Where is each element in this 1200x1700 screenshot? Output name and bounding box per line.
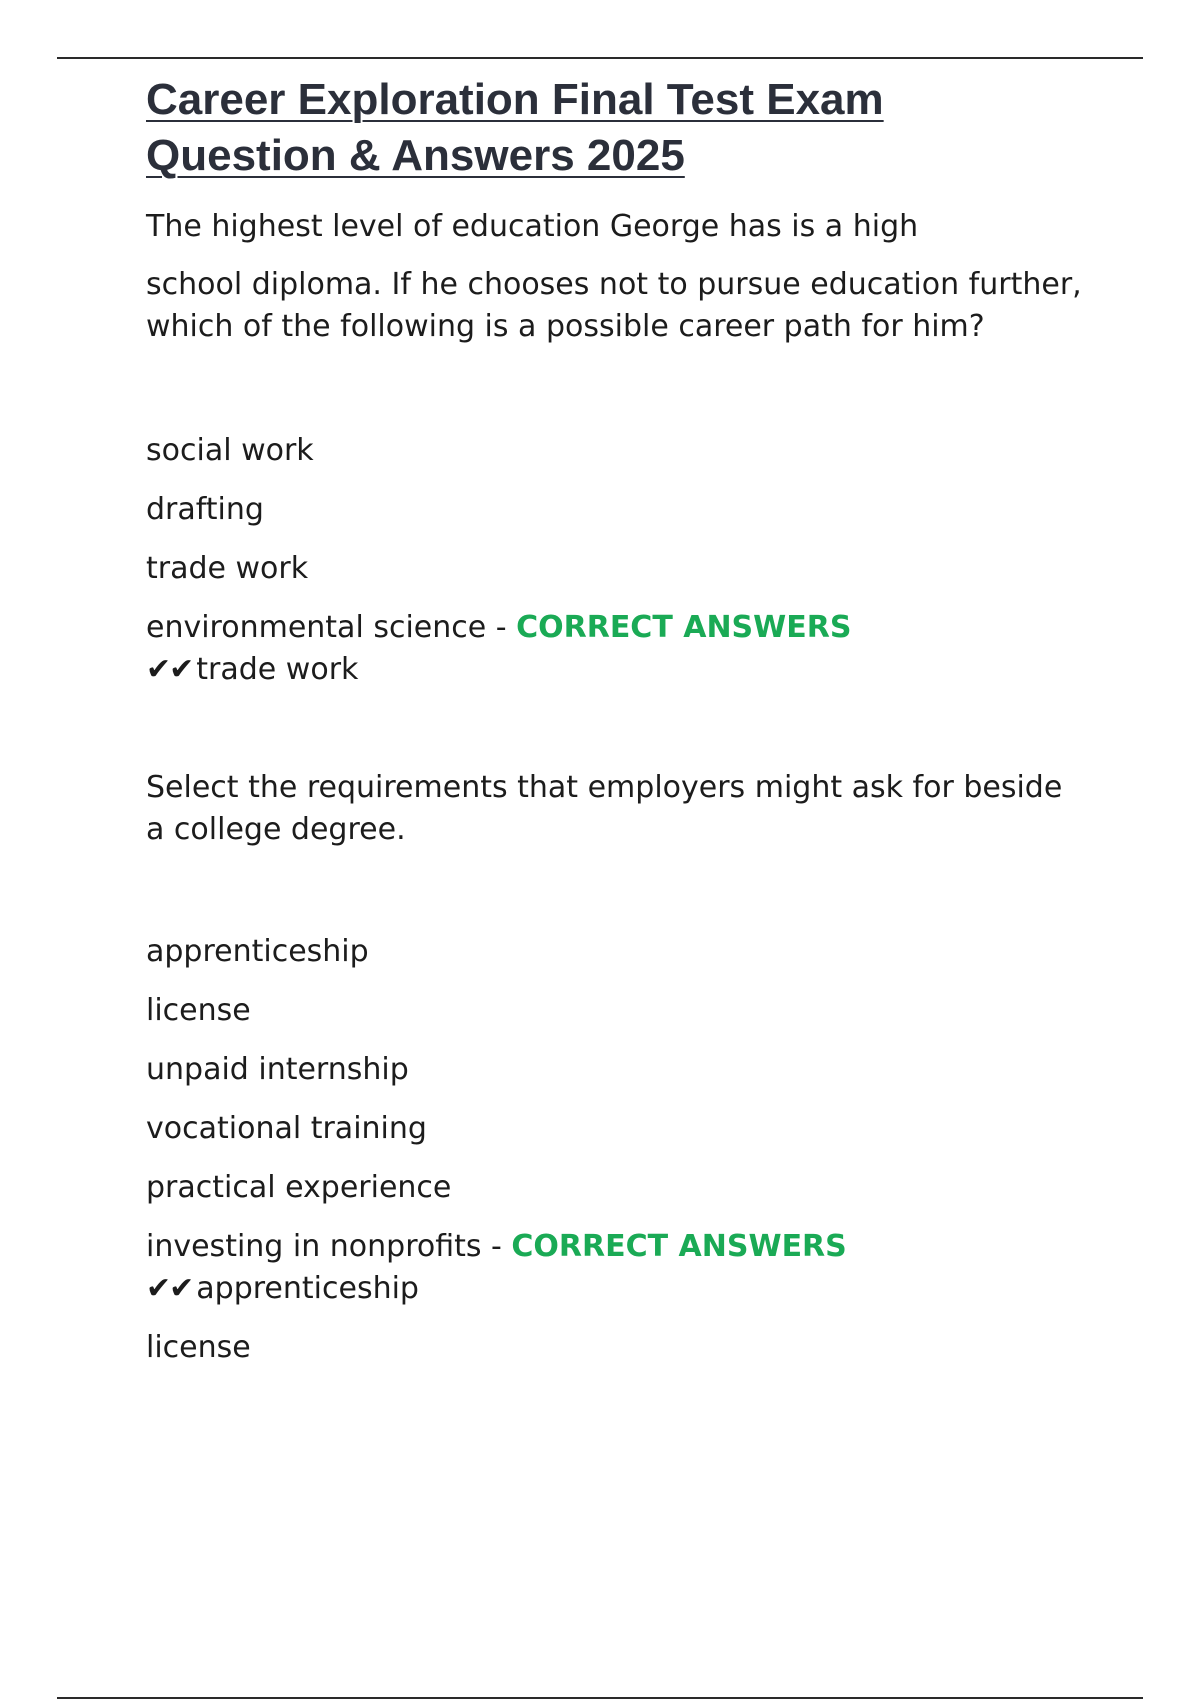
document-title: Career Exploration Final Test Exam Question & Answers 2025 (146, 75, 884, 180)
option-item: trade work (146, 551, 309, 586)
option-item-with-answer-label (146, 1226, 1086, 1268)
question-1-prompt (146, 206, 1086, 348)
correct-answers-label: CORRECT ANSWERS (511, 1229, 847, 1264)
option-item-with-answer-label (146, 607, 1086, 649)
question-1 (146, 206, 1086, 691)
option-item: practical experience (146, 1170, 452, 1205)
question-2-options (146, 931, 1086, 1268)
option-item: unpaid internship (146, 1052, 409, 1087)
option-item: vocational training (146, 1111, 427, 1146)
document-body (146, 72, 1086, 1369)
question-1-options (146, 430, 1086, 649)
option-text: investing in nonprofits - (146, 1229, 512, 1264)
question-1-prompt-rest: school diploma. If he chooses not to pursue education further, which of the following is a possible career path for him? (146, 267, 1082, 344)
option-item: drafting (146, 492, 264, 527)
question-2-prompt: Select the requirements that employers might ask for beside a college degree. (146, 770, 1063, 847)
answer-line (146, 649, 1086, 691)
answer-text: apprenticeship (196, 1271, 419, 1306)
answer-line: license (146, 1330, 251, 1365)
top-rule (57, 57, 1143, 59)
answer-text: trade work (196, 652, 359, 687)
option-item: apprenticeship (146, 934, 369, 969)
double-check-icon: ✔✔ (146, 652, 193, 687)
option-item: social work (146, 433, 314, 468)
question-2 (146, 767, 1086, 1369)
correct-answers-label: CORRECT ANSWERS (516, 610, 852, 645)
question-1-prompt-line1: The highest level of education George has is a high (146, 209, 919, 244)
answer-line (146, 1268, 1086, 1310)
option-text: environmental science - (146, 610, 517, 645)
double-check-icon: ✔✔ (146, 1271, 193, 1306)
option-item: license (146, 993, 251, 1028)
bottom-rule (57, 1697, 1143, 1699)
